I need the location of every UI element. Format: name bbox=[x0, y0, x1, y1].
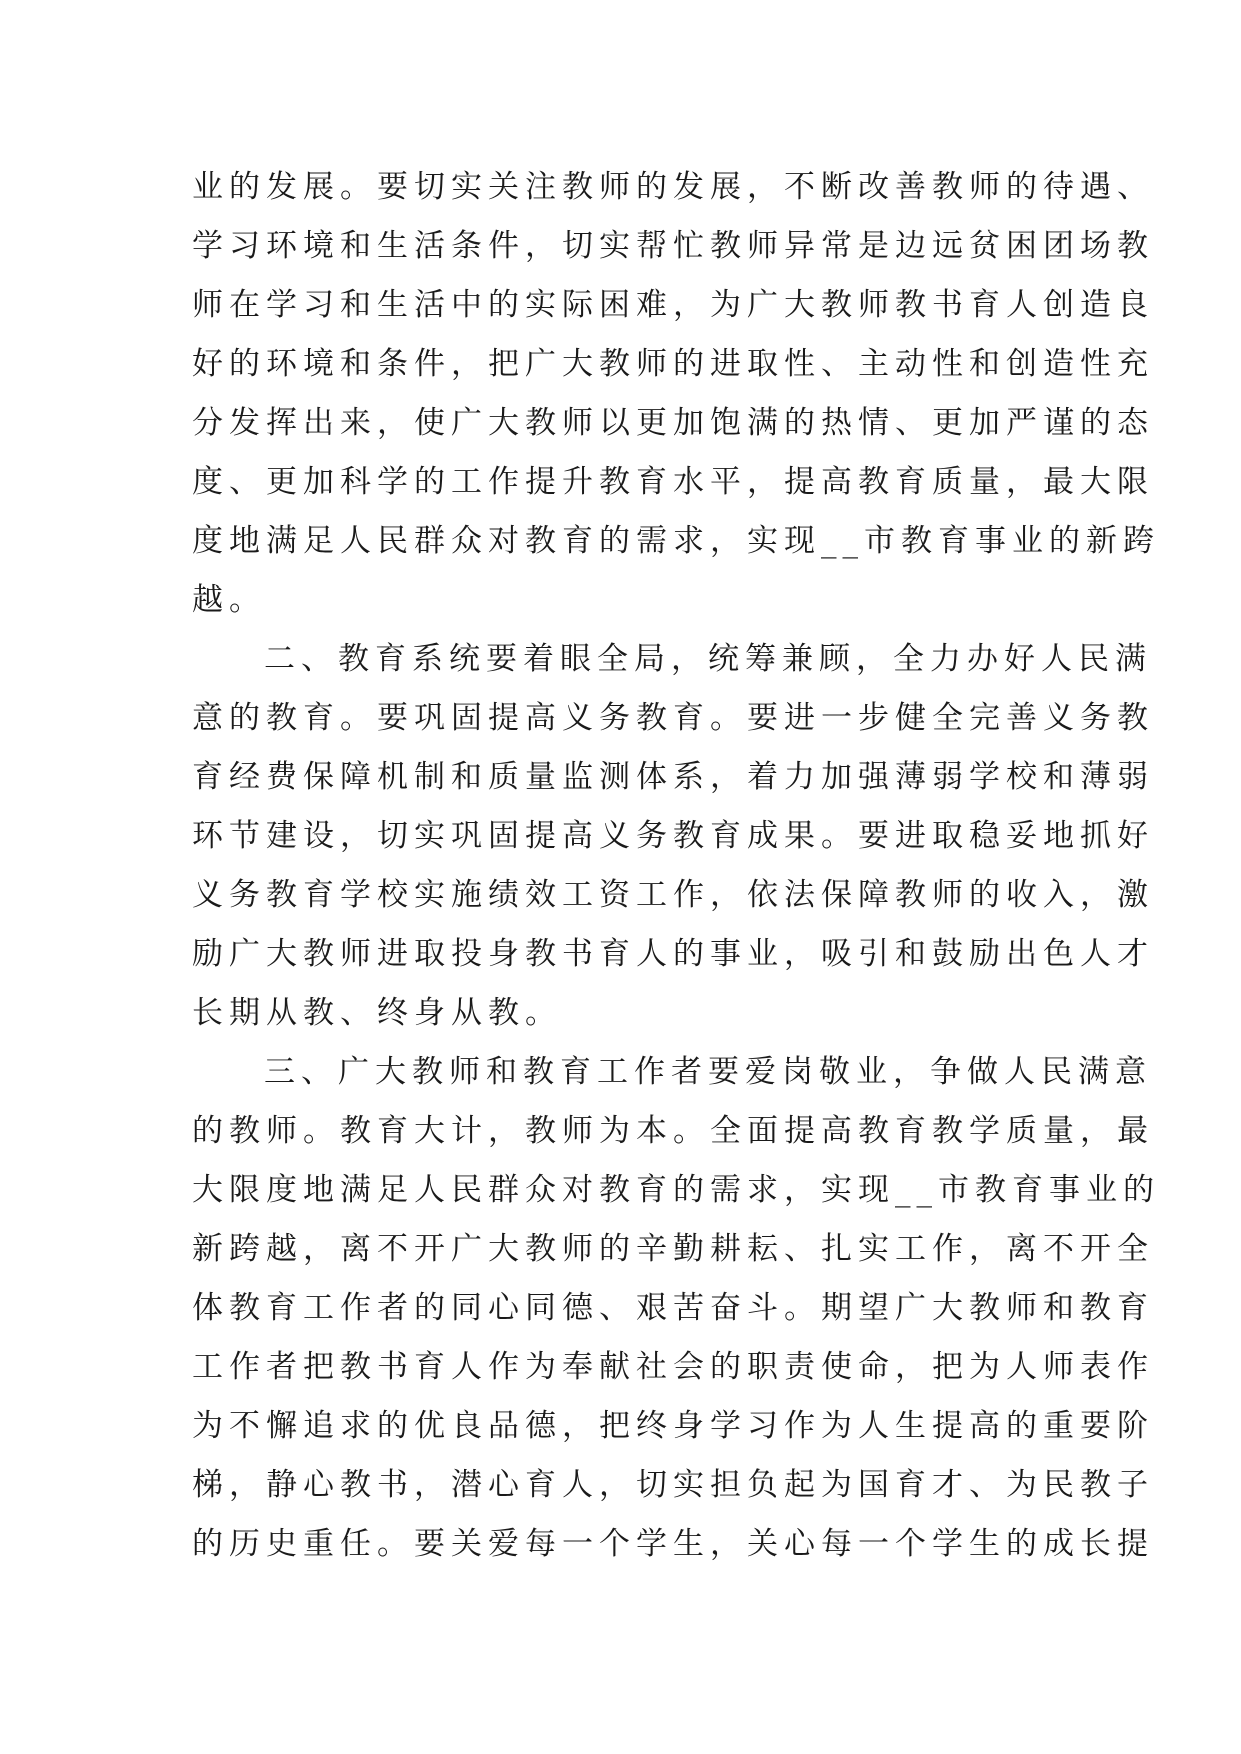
text-line: 度地满足人民群众对教育的需求，实现__市教育事业的新跨 bbox=[192, 523, 1160, 559]
text-line: 为不懈追求的优良品德，把终身学习作为人生提高的重要阶 bbox=[192, 1408, 1154, 1444]
text-line: 分发挥出来，使广大教师以更加饱满的热情、更加严谨的态 bbox=[192, 405, 1154, 441]
text-line: 的历史重任。要关爱每一个学生，关心每一个学生的成长提 bbox=[192, 1526, 1154, 1562]
text-line: 业的发展。要切实关注教师的发展，不断改善教师的待遇、 bbox=[192, 169, 1154, 205]
text-line: 师在学习和生活中的实际困难，为广大教师教书育人创造良 bbox=[192, 287, 1154, 323]
text-line: 梯，静心教书，潜心育人，切实担负起为国育才、为民教子 bbox=[192, 1467, 1154, 1503]
text-line: 励广大教师进取投身教书育人的事业，吸引和鼓励出色人才 bbox=[192, 936, 1154, 972]
text-line: 度、更加科学的工作提升教育水平，提高教育质量，最大限 bbox=[192, 464, 1154, 500]
text-line: 育经费保障机制和质量监测体系，着力加强薄弱学校和薄弱 bbox=[192, 759, 1154, 795]
text-line: 新跨越，离不开广大教师的辛勤耕耘、扎实工作，离不开全 bbox=[192, 1231, 1154, 1267]
text-line: 越。 bbox=[192, 582, 266, 618]
body-text bbox=[192, 158, 1160, 1574]
text-line: 环节建设，切实巩固提高义务教育成果。要进取稳妥地抓好 bbox=[192, 818, 1154, 854]
text-line: 好的环境和条件，把广大教师的进取性、主动性和创造性充 bbox=[192, 346, 1154, 382]
text-line: 的教师。教育大计，教师为本。全面提高教育教学质量，最 bbox=[192, 1113, 1154, 1149]
text-line: 意的教育。要巩固提高义务教育。要进一步健全完善义务教 bbox=[192, 700, 1154, 736]
text-line: 体教育工作者的同心同德、艰苦奋斗。期望广大教师和教育 bbox=[192, 1290, 1154, 1326]
text-line: 义务教育学校实施绩效工资工作，依法保障教师的收入，激 bbox=[192, 877, 1154, 913]
text-line: 大限度地满足人民群众对教育的需求，实现__市教育事业的 bbox=[192, 1172, 1160, 1208]
paragraph-3-first-line: 三、广大教师和教育工作者要爱岗敬业，争做人民满意 bbox=[264, 1054, 1152, 1090]
text-line: 长期从教、终身从教。 bbox=[192, 995, 562, 1031]
text-line: 工作者把教书育人作为奉献社会的职责使命，把为人师表作 bbox=[192, 1349, 1154, 1385]
paragraph-2-first-line: 二、教育系统要着眼全局，统筹兼顾，全力办好人民满 bbox=[264, 641, 1152, 677]
text-line: 学习环境和生活条件，切实帮忙教师异常是边远贫困团场教 bbox=[192, 228, 1154, 264]
